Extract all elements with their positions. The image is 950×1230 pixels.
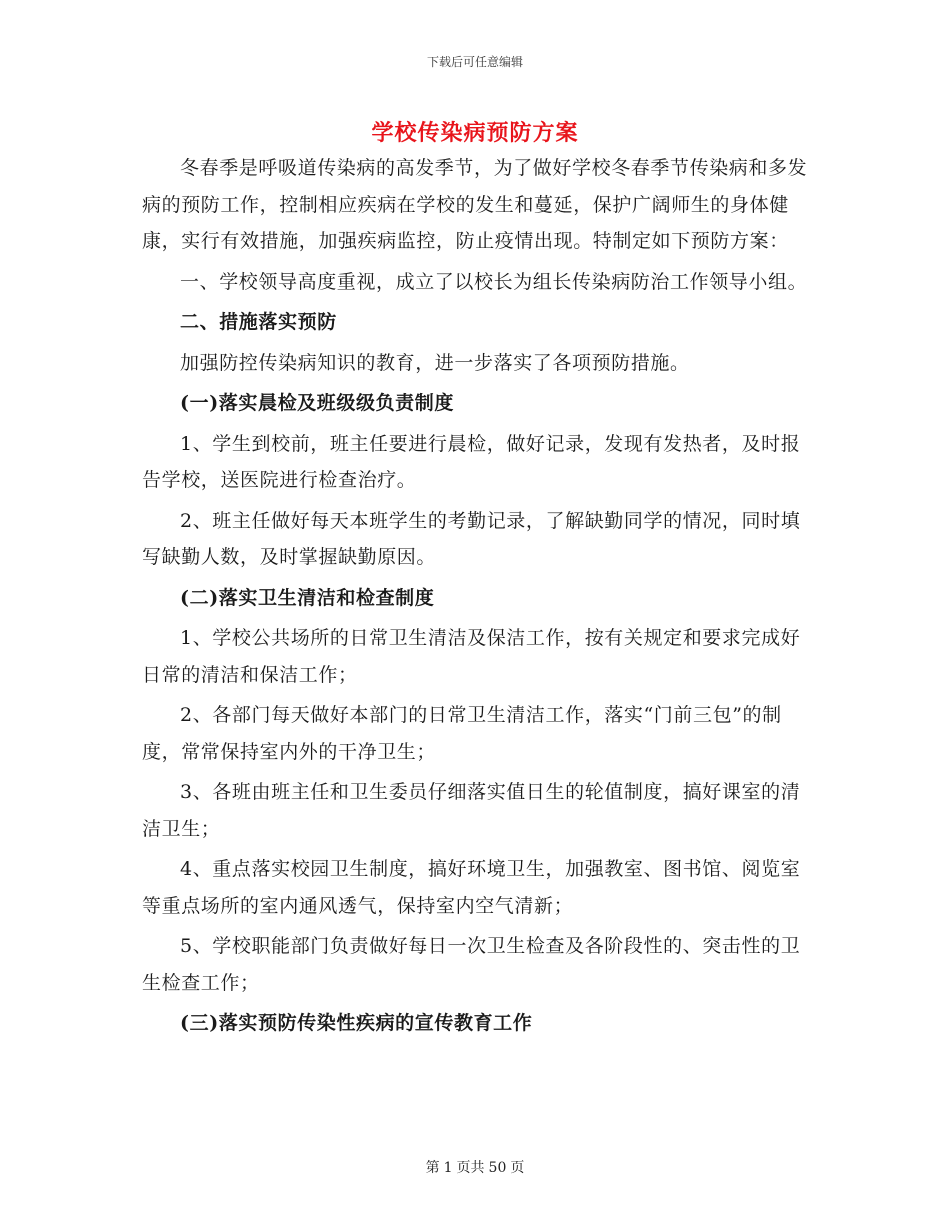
subsection-one-item-1: 1、学生到校前，班主任要进行晨检，做好记录，发现有发热者，及时报告学校，送医院进行检查治疗。 bbox=[142, 432, 801, 491]
subsection-two-item-1: 1、学校公共场所的日常卫生清洁及保洁工作，按有关规定和要求完成好日常的清洁和保洁工作； bbox=[142, 627, 801, 686]
subsection-one-item-2: 2、班主任做好每天本班学生的考勤记录，了解缺勤同学的情况，同时填写缺勤人数，及时掌握缺勤原因。 bbox=[142, 509, 801, 568]
section-two-heading: 二、措施落实预防 bbox=[180, 311, 337, 333]
section-two-intro: 加强防控传染病知识的教育，进一步落实了各项预防措施。 bbox=[180, 351, 690, 374]
footer-page-number: 1 bbox=[443, 1160, 453, 1176]
subsection-two-heading: (二)落实卫生清洁和检查制度 bbox=[180, 586, 435, 609]
document-body bbox=[142, 150, 810, 1046]
section-one-paragraph: 一、学校领导高度重视，成立了以校长为组长传染病防治工作领导小组。 bbox=[180, 270, 808, 293]
subsection-two-item-4: 4、重点落实校园卫生制度，搞好环境卫生，加强教室、图书馆、阅览室等重点场所的室内通风透气，保持室内空气清新； bbox=[142, 858, 801, 917]
subsection-one-heading: (一)落实晨检及班级级负责制度 bbox=[180, 392, 454, 414]
footer-total-pages: 50 bbox=[488, 1160, 507, 1176]
page-footer bbox=[0, 1157, 950, 1177]
subsection-three-heading: (三)落实预防传染性疾病的宣传教育工作 bbox=[180, 1012, 533, 1034]
footer-suffix: 页 bbox=[510, 1160, 525, 1176]
document-title: 学校传染病预防方案 bbox=[371, 120, 579, 146]
page-header: 下载后可任意编辑 bbox=[426, 55, 523, 69]
footer-middle: 页共 bbox=[456, 1160, 485, 1176]
footer-prefix: 第 bbox=[425, 1160, 440, 1176]
subsection-two-item-5: 5、学校职能部门负责做好每日一次卫生检查及各阶段性的、突击性的卫生检查工作； bbox=[142, 935, 801, 994]
intro-paragraph: 冬春季是呼吸道传染病的高发季节，为了做好学校冬春季节传染病和多发病的预防工作，控制相应疾病在学校的发生和蔓延，保护广阔师生的身体健康，实行有效措施，加强疾病监控，防止疫情出现。特制定如下预防方案： bbox=[142, 157, 808, 252]
subsection-two-item-3: 3、各班由班主任和卫生委员仔细落实值日生的轮值制度，搞好课室的清洁卫生； bbox=[142, 781, 801, 840]
subsection-two-item-2: 2、各部门每天做好本部门的日常卫生清洁工作，落实“门前三包”的制度，常常保持室内外的干净卫生； bbox=[142, 704, 782, 763]
